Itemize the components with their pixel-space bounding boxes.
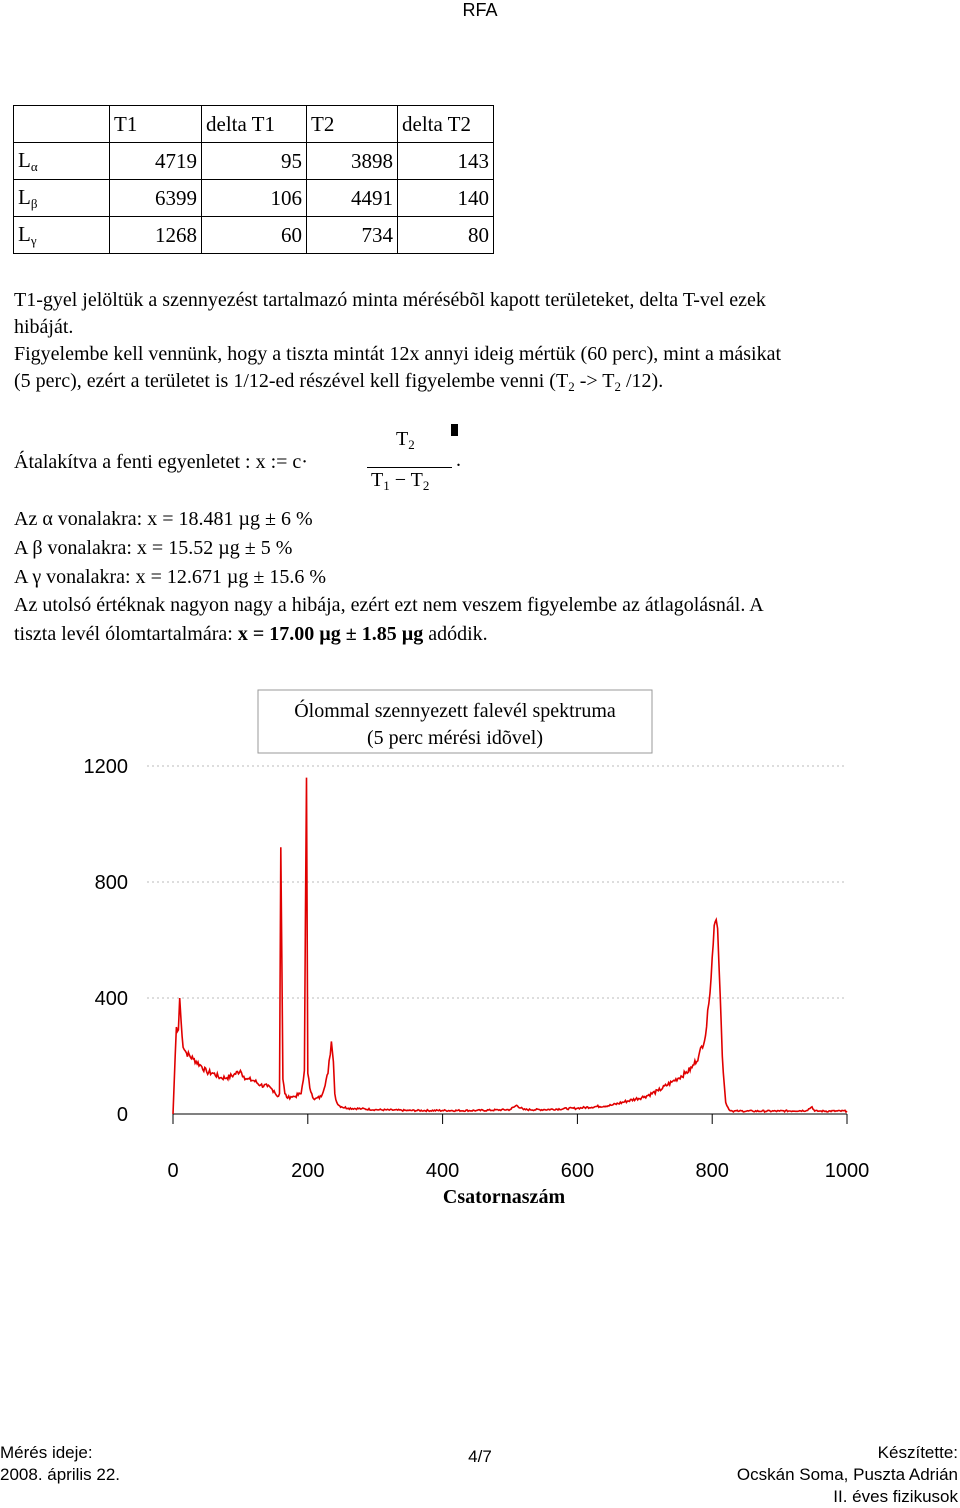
footer-date-label: Mérés ideje:: [0, 1443, 93, 1462]
conclusion-line: Az utolsó értéknak nagyon nagy a hibája, ezért ezt nem veszem figyelembe az átlagolásnál. A: [14, 594, 764, 616]
chart-subtitle: (5 perc mérési idõvel): [366, 727, 544, 749]
row-label: $L_\beta$: [14, 180, 110, 217]
table-row: [14, 180, 494, 217]
table-row: [14, 217, 494, 254]
results-list: [14, 505, 326, 592]
page-header: RFA: [462, 0, 498, 20]
table-header-cell: T2: [307, 106, 398, 143]
table-header-cell: delta T2: [398, 106, 494, 143]
table-cell: 60: [202, 217, 307, 254]
results-table: [13, 105, 494, 254]
result-beta: A β vonalakra: x = 15.52 µg ± 5 %: [14, 537, 293, 559]
formula-denominator: $T_1 - T_2$: [371, 469, 430, 493]
paragraph-1: [14, 287, 766, 341]
fraction-bar: [367, 467, 452, 468]
formula-end: .: [456, 449, 461, 471]
row-label: $L_\alpha$: [14, 143, 110, 180]
table-cell: 106: [202, 180, 307, 217]
footer-course: II. éves fizikusok: [833, 1487, 958, 1506]
cursor-marker: [451, 424, 458, 436]
paragraph-line: hibáját.: [14, 316, 74, 338]
table-cell: 3898: [307, 143, 398, 180]
y-tick-label: 800: [94, 872, 128, 894]
conclusion: [14, 591, 764, 649]
x-tick-label: 0: [167, 1160, 179, 1182]
row-label: $L_\gamma$: [14, 217, 110, 254]
table-header-cell: [14, 106, 110, 143]
result-gamma: A γ vonalakra: x = 12.671 µg ± 15.6 %: [14, 566, 327, 588]
table-cell: 1268: [110, 217, 202, 254]
page-number: 4/7: [468, 1447, 492, 1466]
table-header-cell: delta T1: [202, 106, 307, 143]
x-ticks: [167, 1114, 869, 1182]
paragraph-line: Figyelembe kell vennünk, hogy a tiszta mintát 12x annyi ideig mértük (60 perc), mint a másikat: [14, 343, 782, 365]
table-cell: 4491: [307, 180, 398, 217]
footer-authors: Ocskán Soma, Puszta Adrián: [736, 1465, 958, 1484]
spectrum-chart: [0, 680, 960, 1240]
table-cell: 734: [307, 217, 398, 254]
result-alpha: Az α vonalakra: x = 18.481 µg ± 6 %: [14, 508, 313, 530]
footer-author-label: Készítette:: [877, 1443, 958, 1462]
table-header-cell: T1: [110, 106, 202, 143]
x-axis-label: Csatornaszám: [442, 1186, 566, 1208]
table-cell: 95: [202, 143, 307, 180]
table-cell: 6399: [110, 180, 202, 217]
grid-lines: [147, 766, 847, 998]
paragraph-2: [14, 341, 781, 400]
y-tick-label: 0: [116, 1104, 128, 1126]
x-tick-label: 600: [560, 1160, 595, 1182]
table-row: [14, 143, 494, 180]
formula-numerator: $T_2$: [396, 428, 415, 452]
x-tick-label: 800: [695, 1160, 729, 1182]
paragraph-line: T1-gyel jelöltük a szennyezést tartalmazó minta mérésébõl kapott területeket, delta T-vel ezek: [14, 289, 766, 311]
footer-date: 2008. április 22.: [0, 1465, 121, 1484]
x-tick-label: 400: [425, 1160, 460, 1182]
y-ticks: [84, 756, 129, 1126]
table-cell: 143: [398, 143, 494, 180]
conclusion-line: tiszta levél ólomtartalmára: x = 17.00 µg ± 1.85 µg adódik.: [14, 623, 488, 645]
paragraph-line: (5 perc), ezért a területet is 1/12-ed részével kell figyelembe venni ($T_2 -> T_2$ /12).: [14, 370, 664, 394]
y-tick-label: 1200: [83, 756, 128, 778]
table-cell: 4719: [110, 143, 202, 180]
chart-title: Ólommal szennyezett falevél spektruma: [294, 700, 616, 722]
x-tick-label: 200: [291, 1160, 325, 1182]
table-cell: 140: [398, 180, 494, 217]
formula-label: Átalakítva a fenti egyenletet : x := c·: [14, 451, 308, 473]
x-tick-label: 1000: [824, 1160, 870, 1182]
table-header-row: [14, 106, 494, 143]
y-tick-label: 400: [94, 988, 128, 1010]
spectrum-line: [173, 778, 847, 1114]
table-cell: 80: [398, 217, 494, 254]
footer-right: [737, 1442, 958, 1508]
